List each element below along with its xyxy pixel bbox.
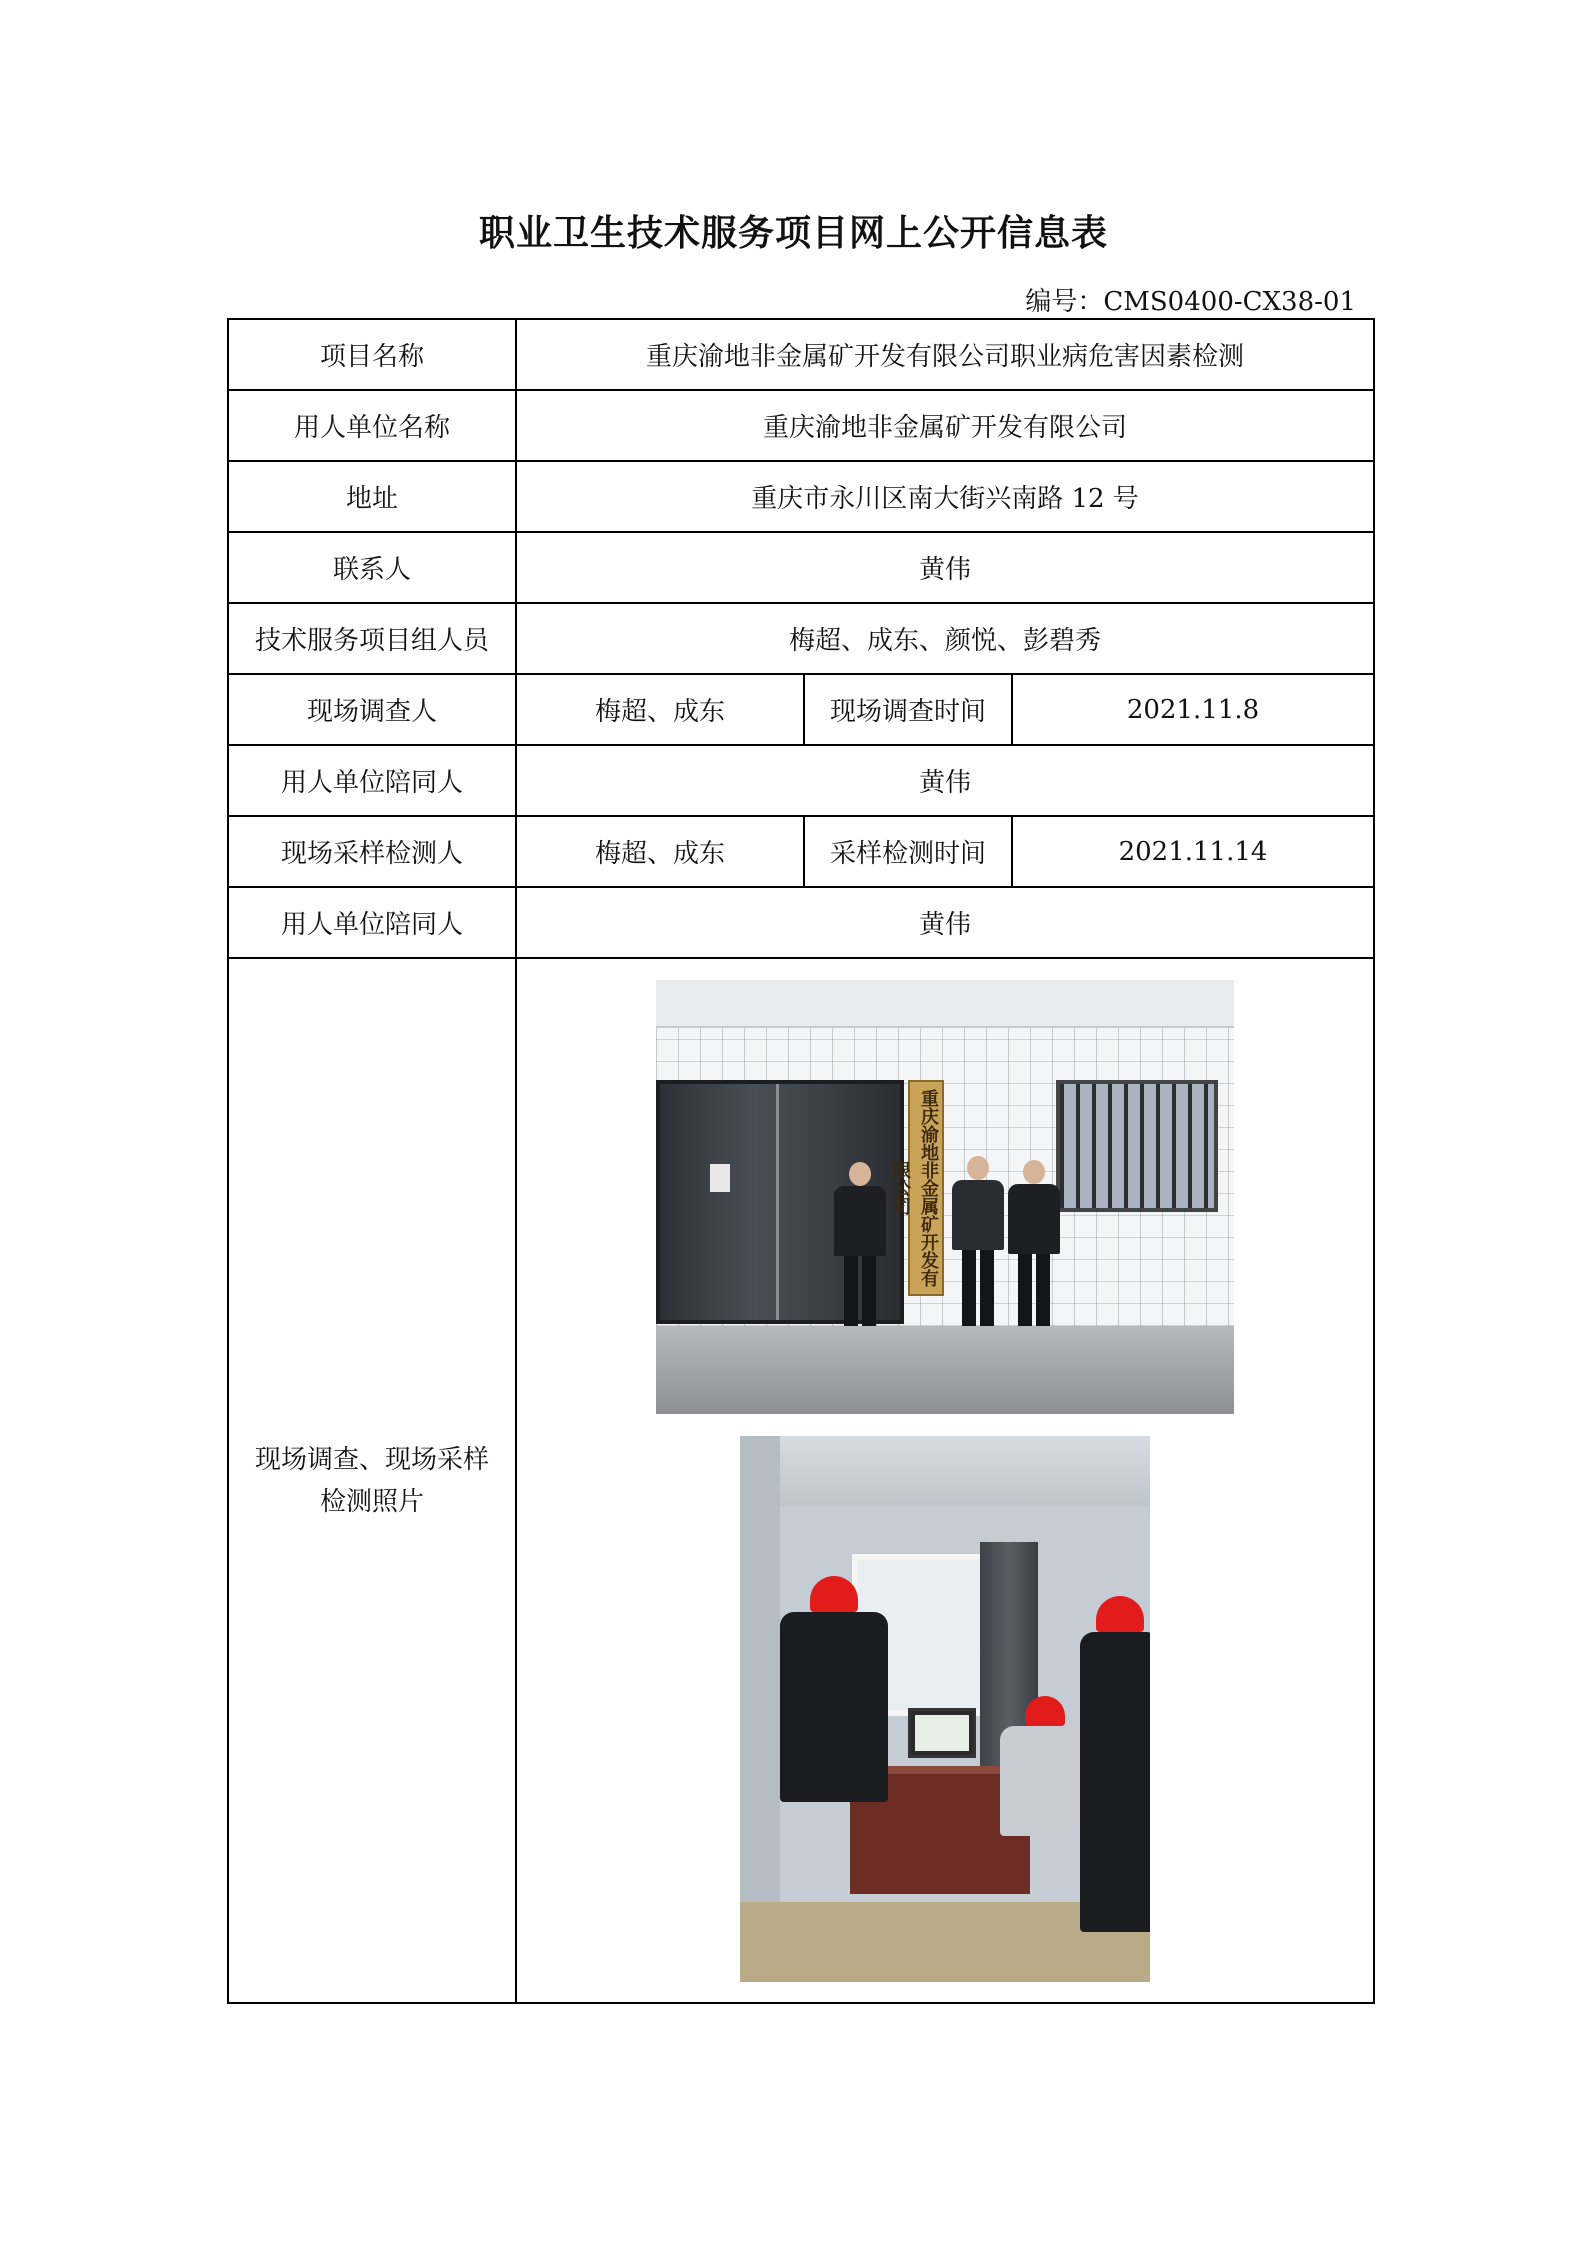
table-row bbox=[228, 745, 1374, 816]
info-table bbox=[227, 318, 1375, 2004]
survey-person-value: 梅超、成东 bbox=[516, 674, 804, 745]
employer-value: 重庆渝地非金属矿开发有限公司 bbox=[516, 390, 1374, 461]
photo-ground bbox=[656, 1326, 1234, 1414]
address-value: 重庆市永川区南大街兴南路 12 号 bbox=[516, 461, 1374, 532]
address-label: 地址 bbox=[228, 461, 516, 532]
sampling-person-value: 梅超、成东 bbox=[516, 816, 804, 887]
photos-label bbox=[228, 958, 516, 2003]
document-title: 职业卫生技术服务项目网上公开信息表 bbox=[478, 212, 1108, 254]
table-row-photos bbox=[228, 958, 1374, 2003]
table-row bbox=[228, 603, 1374, 674]
photos-label-line2: 检测照片 bbox=[319, 1486, 424, 1517]
red-helmet-icon bbox=[810, 1576, 858, 1612]
sampling-photo bbox=[740, 1436, 1150, 1982]
photo-person bbox=[834, 1162, 886, 1332]
project-name-value: 重庆渝地非金属矿开发有限公司职业病危害因素检测 bbox=[516, 319, 1374, 390]
photos-container bbox=[523, 980, 1367, 1982]
sampling-time-label: 采样检测时间 bbox=[804, 816, 1012, 887]
table-row bbox=[228, 532, 1374, 603]
sampling-time-value: 2021.11.14 bbox=[1012, 816, 1374, 887]
red-helmet-icon bbox=[1096, 1596, 1144, 1632]
photo-wall bbox=[740, 1436, 780, 1982]
photo-barred-window bbox=[1056, 1080, 1218, 1212]
table-row bbox=[228, 816, 1374, 887]
photo-person bbox=[952, 1156, 1004, 1326]
sampling-person-label: 现场采样检测人 bbox=[228, 816, 516, 887]
photo-company-sign: 重庆渝地非金属矿开发有限公司 bbox=[908, 1080, 944, 1296]
photo-person bbox=[1008, 1160, 1060, 1330]
photos-cell bbox=[516, 958, 1374, 2003]
team-label: 技术服务项目组人员 bbox=[228, 603, 516, 674]
table-row bbox=[228, 319, 1374, 390]
escort2-value: 黄伟 bbox=[516, 887, 1374, 958]
survey-time-value: 2021.11.8 bbox=[1012, 674, 1374, 745]
survey-person-label: 现场调查人 bbox=[228, 674, 516, 745]
photo-worker-helmet bbox=[1000, 1696, 1090, 1836]
escort1-value: 黄伟 bbox=[516, 745, 1374, 816]
table-row bbox=[228, 390, 1374, 461]
contact-label: 联系人 bbox=[228, 532, 516, 603]
site-survey-photo bbox=[656, 980, 1234, 1414]
photo-ceiling bbox=[740, 1436, 1150, 1506]
document-code: 编号：CMS0400-CX38-01 bbox=[1025, 287, 1356, 317]
table-row bbox=[228, 674, 1374, 745]
escort2-label: 用人单位陪同人 bbox=[228, 887, 516, 958]
employer-label: 用人单位名称 bbox=[228, 390, 516, 461]
red-helmet-icon bbox=[1025, 1696, 1065, 1726]
contact-value: 黄伟 bbox=[516, 532, 1374, 603]
table-row bbox=[228, 461, 1374, 532]
photos-label-line1: 现场调查、现场采样 bbox=[254, 1444, 489, 1475]
photo-door-notice bbox=[710, 1164, 730, 1192]
team-value: 梅超、成东、颜悦、彭碧秀 bbox=[516, 603, 1374, 674]
photo-ceiling bbox=[656, 980, 1234, 1028]
photo-worker-helmet bbox=[1080, 1596, 1150, 1932]
photo-monitor bbox=[908, 1708, 976, 1758]
table-row bbox=[228, 887, 1374, 958]
photo-worker-helmet bbox=[780, 1576, 888, 1802]
survey-time-label: 现场调查时间 bbox=[804, 674, 1012, 745]
project-name-label: 项目名称 bbox=[228, 319, 516, 390]
escort1-label: 用人单位陪同人 bbox=[228, 745, 516, 816]
